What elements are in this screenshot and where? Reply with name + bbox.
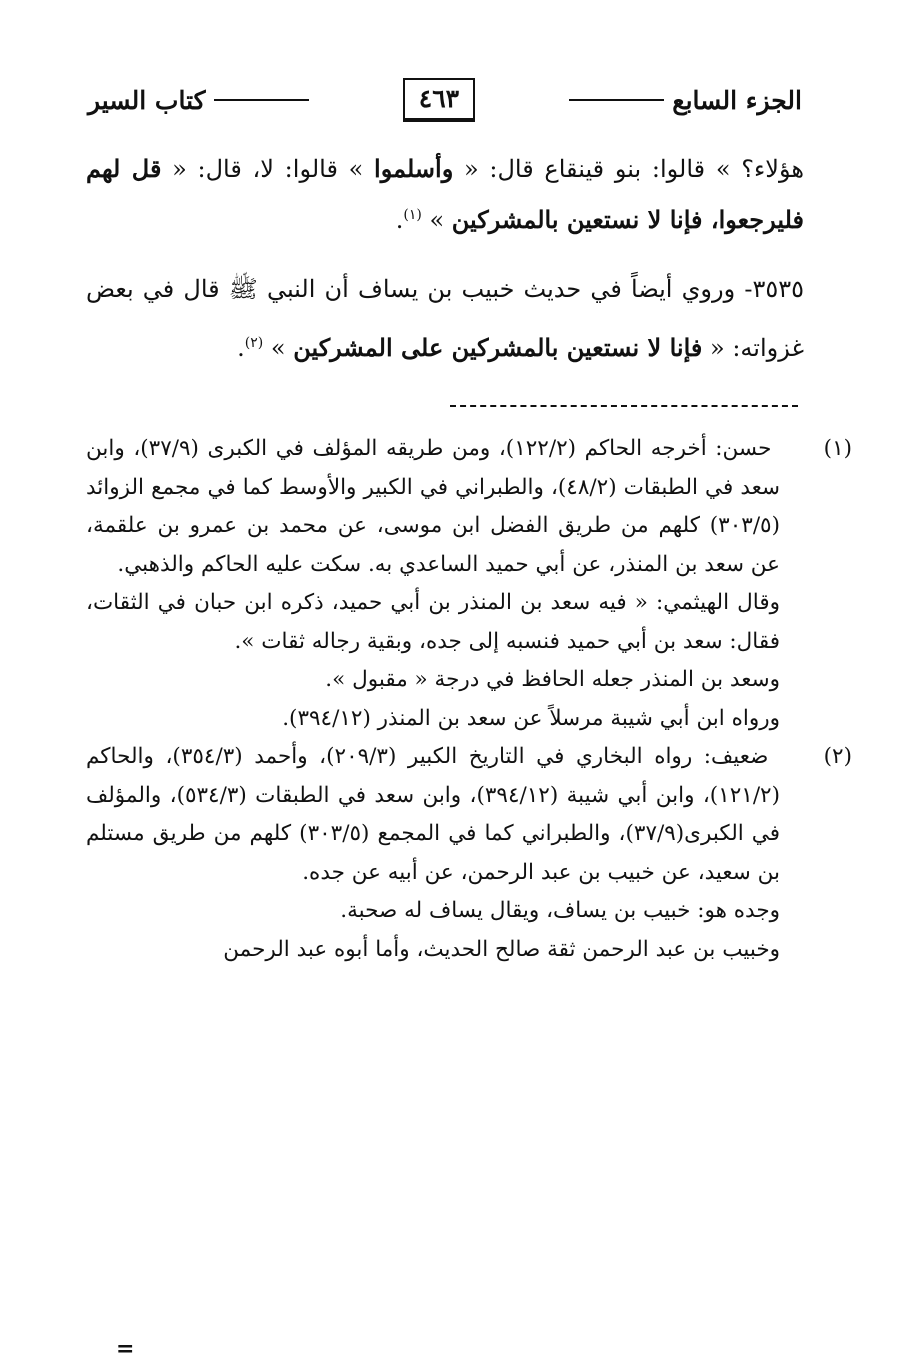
paragraph-1 <box>86 146 804 243</box>
footnote-number: (١) <box>823 436 853 461</box>
header-volume-group <box>569 86 802 115</box>
text-run: » قالوا: لا، قال: « <box>161 155 375 183</box>
main-text-2 <box>86 262 804 375</box>
footnote-1-para: ورواه ابن أبي شيبة مرسلاً عن سعد بن المنذر (٣٩٤/١٢). <box>282 705 780 731</box>
footnote-ref: (١) <box>403 207 422 223</box>
footnote-text: حسن: أخرجه الحاكم (١٢٢/٢)، ومن طريقه المؤلف في الكبرى (٣٧/٩)، وابن سعد في الطبقات (٤٨/٢)، والطبراني في الكبير والأوسط كما في مجمع الزوائد (٣٠٣/٥) كلهم من طريق الفضل ابن موسى، عن محمد بن عمرو بن علقمة، عن سعد بن المنذر، عن أبي حميد الساعدي به. سكت عليه الحاكم والذهبي. <box>86 436 781 577</box>
text-run: » <box>263 334 294 362</box>
footnote-2-para: وجده هو: خبيب بن يساف، ويقال يساف له صحبة. <box>340 898 780 923</box>
footnote-2-para: وخبيب بن عبد الرحمن ثقة صالح الحديث، وأما أبوه عبد الرحمن <box>223 936 780 962</box>
footnote-1 <box>86 430 853 584</box>
continuation-mark: = <box>116 1336 135 1362</box>
header-rule-left <box>214 99 309 101</box>
text-run: » <box>421 206 452 234</box>
text-run: هؤلاء؟ » قالوا: بنو قينقاع قال: « <box>453 155 804 183</box>
footnote-1-para: وقال الهيثمي: « فيه سعد بن المنذر بن أبي حميد، ذكره ابن حبان في الثقات، فقال: سعد بن أبي حميد فنسبه إلى جده، وبقية رجاله ثقات ». <box>86 590 780 654</box>
footnote-text: ضعيف: رواه البخاري في التاريخ الكبير (٢٠٩/٣)، وأحمد (٣٥٤/٣)، والحاكم (١٢١/٢)، وابن أبي شيبة (٣٩٤/١٢)، وابن سعد في الطبقات (٥٣٤/٣)، والمؤلف في الكبرى(٣٧/٩)، والطبراني كما في المجمع (٣٠٣/٥) كلهم من طريق مستلم بن سعيد، عن خبيب بن عبد الرحمن، عن أبيه عن جده. <box>86 744 780 885</box>
footnote-number: (٢) <box>823 744 852 769</box>
hadith-quote: فإنا لا نستعين بالمشركين على المشركين <box>293 333 703 362</box>
header-rule-right <box>569 99 664 101</box>
footnote-1-para: وسعد بن المنذر جعله الحافظ في درجة « مقبول ». <box>325 667 780 692</box>
main-text <box>86 146 804 243</box>
page-number: ٤٦٣ <box>403 78 475 122</box>
hadith-quote: وأسلموا <box>374 154 454 183</box>
text-run: . <box>237 334 245 362</box>
footnote-ref: (٢) <box>244 335 264 351</box>
book-title: كتاب السير <box>88 85 206 115</box>
volume-title: الجزء السابع <box>672 85 802 115</box>
hadith-quote: قل لهم فليرجعوا، فإنا لا نستعين بالمشركين <box>86 154 804 234</box>
text-run: ٣٥٣٥- وروي أيضاً في حديث خبيب بن يساف أن النبي ﷺ قال في بعض غزواته: « <box>86 275 804 362</box>
footnote-separator <box>450 405 798 407</box>
text-run: . <box>395 206 404 234</box>
header-book-group <box>88 86 309 115</box>
running-header <box>88 72 802 128</box>
footnotes <box>86 430 853 969</box>
footnote-2 <box>86 738 852 892</box>
paragraph-2 <box>86 262 804 375</box>
